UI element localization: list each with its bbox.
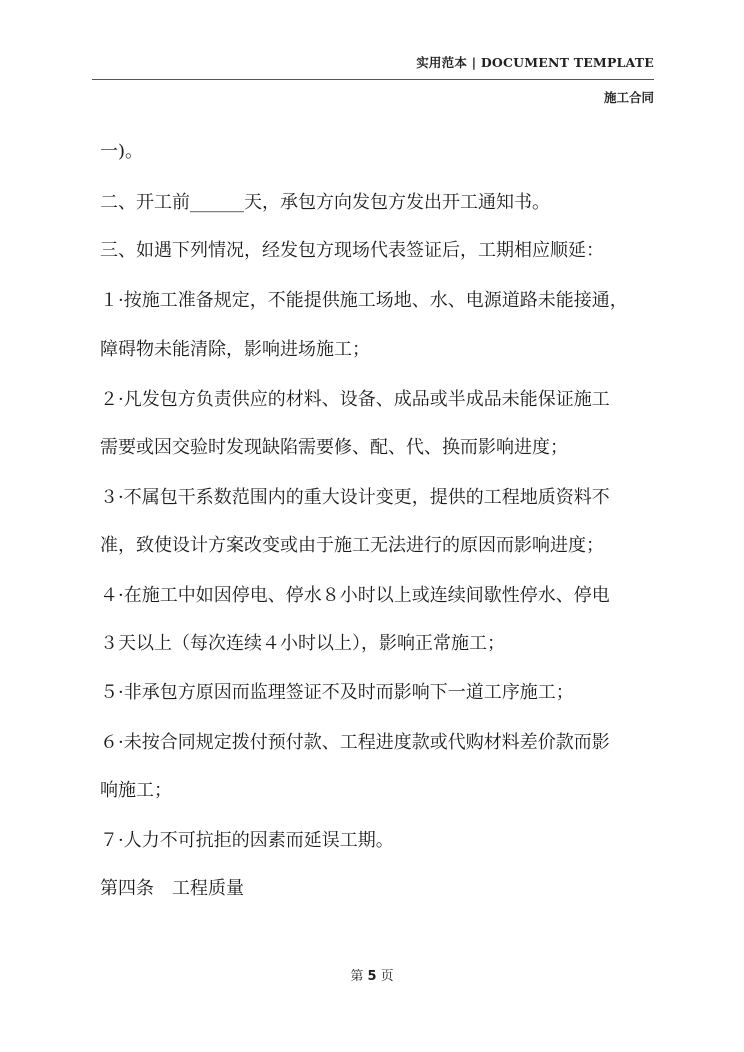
body-line: ６·未按合同规定拨付预付款、工程进度款或代购材料差价款而影 <box>100 732 610 753</box>
page-number: 5 <box>367 969 377 984</box>
body-line: ３天以上（每次连续４小时以上），影响正常施工； <box>100 633 505 654</box>
section-heading: 第四条 工程质量 <box>100 878 244 899</box>
body-line: ５·非承包方原因而监理签证不及时而影响下一道工序施工； <box>100 682 574 703</box>
body-line: １·按施工准备规定，不能提供施工场地、水、电源道路未能接通， <box>100 290 628 311</box>
body-line: 需要或因交验时发现缺陷需要修、配、代、换而影响进度； <box>100 437 568 458</box>
body-line: ３·不属包干系数范围内的重大设计变更，提供的工程地质资料不 <box>100 487 610 508</box>
header-divider <box>92 79 654 80</box>
header-brand: 实用范本 | DOCUMENT TEMPLATE <box>416 55 654 70</box>
body-line: ７·人力不可抗拒的因素而延误工期。 <box>100 830 394 851</box>
header-doc-title: 施工合同 <box>603 90 654 105</box>
body-line: 二、开工前______天，承包方向发包方发出开工通知书。 <box>100 192 550 213</box>
body-line: 准，致使设计方案改变或由于施工无法进行的原因而影响进度； <box>100 535 604 556</box>
body-line: 一)。 <box>100 141 144 162</box>
page-footer <box>0 965 744 984</box>
body-line: 响施工； <box>100 780 172 801</box>
body-line: ２·凡发包方负责供应的材料、设备、成品或半成品未能保证施工 <box>100 389 610 410</box>
body-line: 障碍物未能清除，影响进场施工； <box>100 339 370 360</box>
page-number-suffix: 页 <box>380 969 394 984</box>
body-line: 三、如遇下列情况，经发包方现场代表签证后，工期相应顺延： <box>100 240 604 261</box>
page-number-prefix: 第 <box>350 969 364 984</box>
body-line: ４·在施工中如因停电、停水８小时以上或连续间歇性停水、停电 <box>100 585 610 606</box>
